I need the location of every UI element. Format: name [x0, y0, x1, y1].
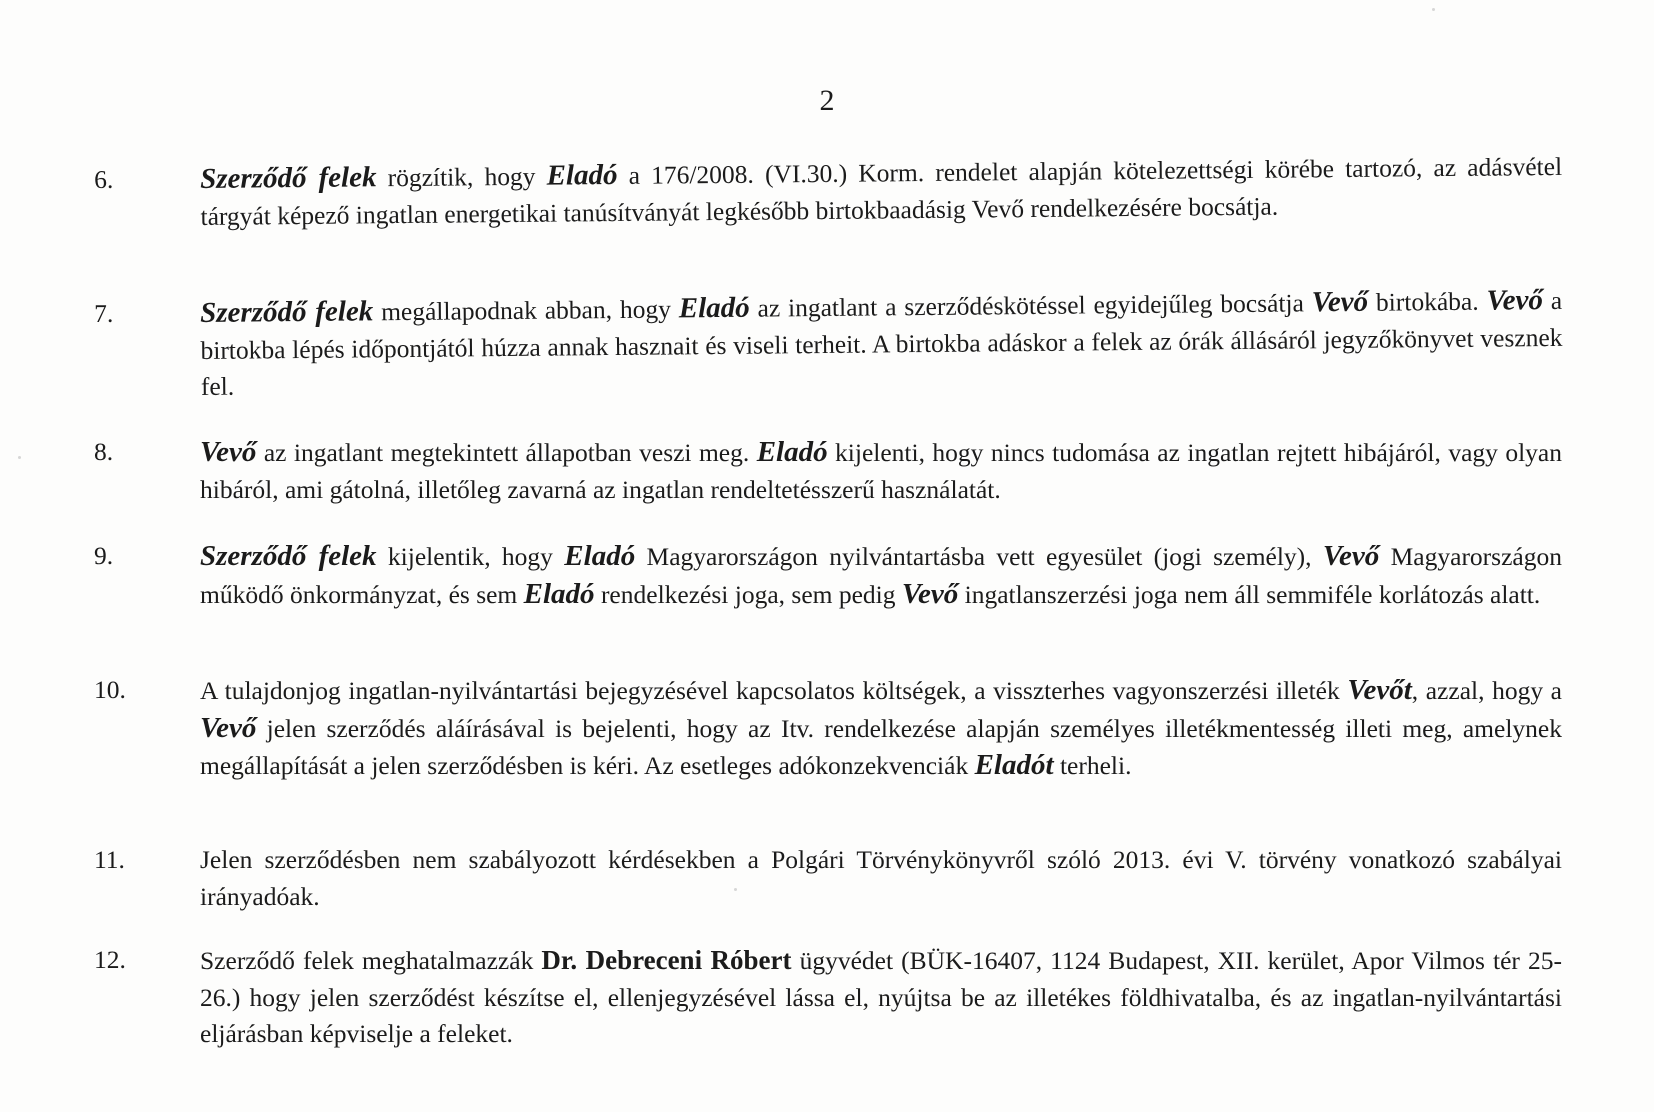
- emphasized-term: Eladót: [974, 749, 1054, 781]
- emphasized-term: Vevő: [1311, 285, 1369, 319]
- text-run: ingatlanszerzési joga nem áll semmiféle korlátozás alatt.: [958, 579, 1541, 609]
- emphasized-term: Eladó: [564, 540, 636, 572]
- clause-11: [94, 842, 1562, 915]
- clause-text: [200, 942, 1562, 1053]
- clause-number: 8.: [94, 437, 114, 466]
- emphasized-term: Vevőt: [1347, 674, 1412, 706]
- attorney-name: Dr. Debreceni Róbert: [541, 945, 792, 975]
- text-run: megállapodnak abban, hogy: [373, 294, 679, 327]
- clause-8: [94, 434, 1562, 508]
- scan-speck: [734, 888, 737, 891]
- text-run: a birtokba lépés időpontjától húzza annak hasznait és viseli terheit. A birtokba adáskor a felek az órák állásáról jegyzőkönyvet vesznek fel.: [200, 285, 1563, 401]
- clause-text: [200, 672, 1562, 785]
- scan-speck: [1432, 8, 1435, 11]
- clause-number: 6.: [94, 164, 114, 194]
- emphasized-term: Szerződő felek: [200, 540, 377, 572]
- emphasized-term: Vevő: [1486, 284, 1544, 317]
- clause-10: [94, 672, 1562, 785]
- text-run: birtokába.: [1367, 286, 1487, 317]
- text-run: jelen szerződés aláírásával is bejelenti, hogy az Itv. rendelkezése alapján személyes illetékmentesség illeti meg, amelynek megállapítását a jelen szerződésben is kéri. Az esetleges adókonzekvenciák: [200, 713, 1562, 780]
- clause-number: 7.: [94, 298, 114, 328]
- page-number: 2: [819, 84, 835, 117]
- emphasized-term: Eladó: [523, 577, 595, 610]
- clause-number: 10.: [94, 675, 126, 704]
- text-run: kijelenti, hogy nincs tudomása az ingatlan rejtett hibájáról, vagy olyan hibáról, ami gátolná, illetőleg zavarná az ingatlan rendeltetésszerű használatát.: [200, 438, 1562, 504]
- emphasized-term: Vevő: [200, 711, 257, 744]
- clause-text: [200, 538, 1562, 613]
- emphasized-term: Vevő: [200, 436, 257, 468]
- clause-6: [94, 148, 1563, 236]
- clause-number: 9.: [94, 541, 114, 570]
- text-run: terheli.: [1053, 751, 1132, 780]
- emphasized-term: Vevő: [1322, 540, 1380, 572]
- emphasized-term: Vevő: [901, 577, 959, 610]
- text-run: kijelentik, hogy: [376, 542, 565, 571]
- emphasized-term: Eladó: [756, 436, 828, 468]
- text-run: az ingatlant megtekintett állapotban veszi meg.: [256, 438, 757, 467]
- clause-9: [94, 538, 1562, 613]
- clause-text: [200, 842, 1562, 915]
- text-run: Magyarországon működő önkormányzat, és sem: [200, 542, 1562, 609]
- emphasized-term: Szerződő felek: [200, 161, 377, 195]
- text-run: az ingatlant a szerződéskötéssel egyidejűleg bocsátja: [749, 288, 1312, 323]
- text-run: rendelkezési joga, sem pedig: [594, 579, 902, 609]
- text-run: A tulajdonjog ingatlan-nyilvántartási bejegyzésével kapcsolatos költségek, a visszterhes vagyonszerzési illeték: [200, 676, 1348, 705]
- text-run: , azzal, hogy a: [1411, 676, 1562, 705]
- text-run: Szerződő felek meghatalmazzák: [200, 946, 542, 975]
- clause-7: [94, 282, 1563, 407]
- clause-12: [94, 942, 1562, 1053]
- clause-number: 12.: [94, 945, 126, 974]
- clause-number: 11.: [94, 845, 125, 874]
- clause-text: [200, 148, 1563, 235]
- text-run: a 176/2008. (VI.30.) Korm. rendelet alapján kötelezettségi körébe tartozó, az adásvétel tárgyát képező ingatlan energetikai tanúsítványát legkésőbb birtokbaadásig Vevő rendelkezésére bocsátja.: [200, 151, 1563, 231]
- text-run: Magyarországon nyilvántartásba vett egyesület (jogi személy),: [635, 542, 1323, 571]
- clause-text: [200, 282, 1563, 406]
- scan-speck: [18, 456, 21, 459]
- text-run: ügyvédet (BÜK-16407, 1124 Budapest, XII. kerület, Apor Vilmos tér 25-26.) hogy jelen szerződést készítse el, ellenjegyzésével lássa el, nyújtsa be az illetékes földhivatalba, és az ingatlan-nyilvántartási eljárásban képviselje a feleket.: [200, 946, 1563, 1048]
- text-run: Jelen szerződésben nem szabályozott kérdésekben a Polgári Törvénykönyvről szóló 2013. évi V. törvény vonatkozó szabályai irányadóak.: [200, 845, 1562, 911]
- clause-text: [200, 434, 1562, 508]
- emphasized-term: Eladó: [546, 158, 618, 192]
- text-run: rögzítik, hogy: [376, 161, 547, 193]
- emphasized-term: Eladó: [678, 291, 750, 325]
- emphasized-term: Szerződő felek: [200, 295, 374, 329]
